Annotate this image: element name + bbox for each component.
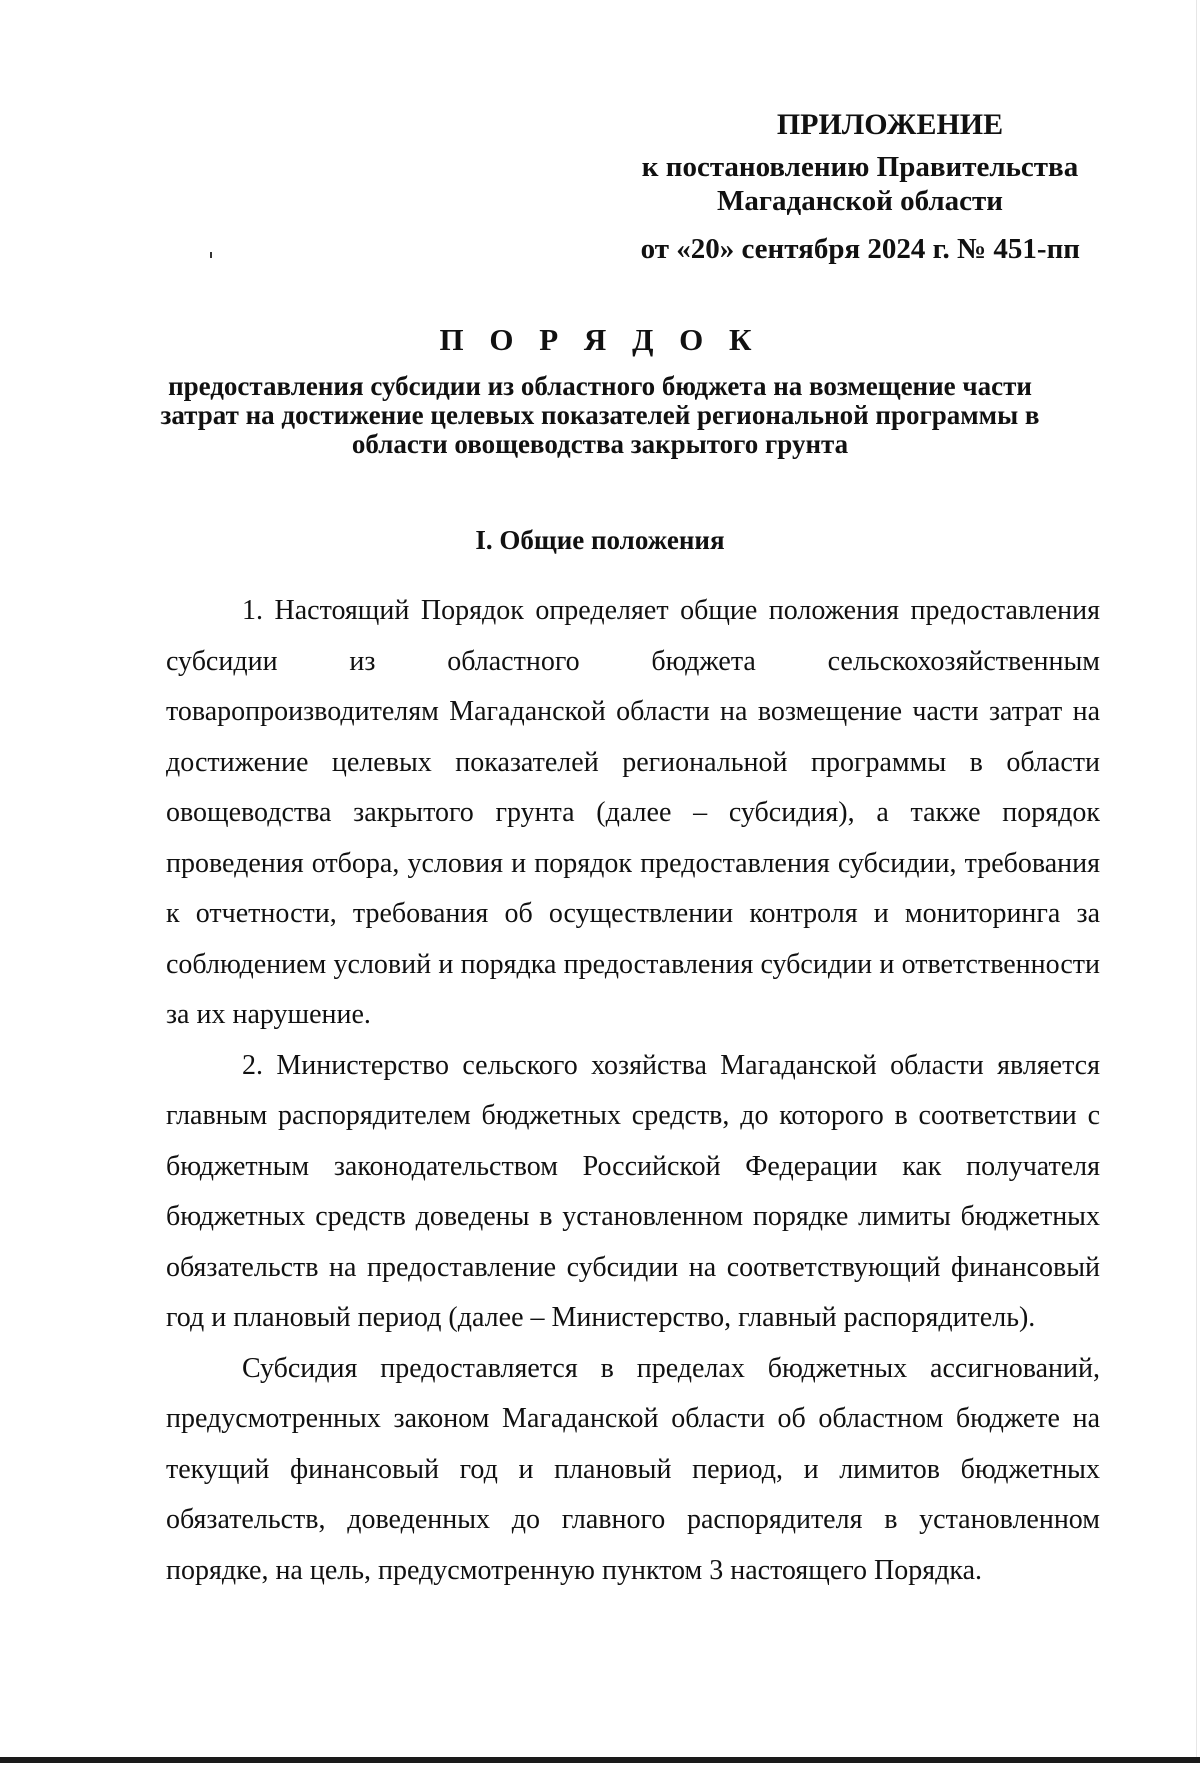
body-text	[166, 586, 1100, 1596]
scan-speck	[210, 252, 212, 258]
appendix-resolution-line: к постановлению Правительства	[641, 151, 1079, 183]
appendix-region-line: Магаданской области	[717, 185, 1003, 217]
document-subtitle: предоставления субсидии из областного бюджета на возмещение части затрат на достижение целевых показателей региональной программы в области овощеводства закрытого грунта	[160, 371, 1040, 459]
appendix-block	[600, 108, 1120, 266]
section-heading: I. Общие положения	[475, 525, 725, 555]
paragraph-2: 2. Министерство сельского хозяйства Магаданской области является главным распорядителем бюджетных средств, до которого в соответствии с бюджетным законодательством Российской Федерации как получателя бюджетных средств доведены в установленном порядке лимиты бюджетных обязательств на предоставление субсидии на соответствующий финансовый год и плановый период (далее – Министерство, главный распорядитель).	[166, 1049, 1100, 1333]
appendix-date: от «20» сентября 2024 г. № 451-пп	[640, 233, 1080, 265]
paragraph-3: Субсидия предоставляется в пределах бюджетных ассигнований, предусмотренных законом Магаданской области об областном бюджете на текущий финансовый год и плановый период, и лимитов бюджетных обязательств, доведенных до главного распорядителя в установленном порядке, на цель, предусмотренную пунктом 3 настоящего Порядка.	[166, 1352, 1100, 1586]
paragraph-1: 1. Настоящий Порядок определяет общие положения предоставления субсидии из областного бюджета сельскохозяйственным товаропроизводителям Магаданской области на возмещение части затрат на достижение целевых показателей региональной программы в области овощеводства закрытого грунта (далее – субсидия), а также порядок проведения отбора, условия и порядок предоставления субсидии, требования к отчетности, требования об осуществлении контроля и мониторинга за соблюдением условий и порядка предоставления субсидии и ответственности за их нарушение.	[166, 595, 1100, 1030]
document-title: П О Р Я Д О К	[439, 322, 761, 357]
scan-edge-line	[1196, 0, 1197, 1757]
appendix-title: ПРИЛОЖЕНИЕ	[776, 108, 1004, 141]
scan-bottom-border	[0, 1757, 1200, 1763]
